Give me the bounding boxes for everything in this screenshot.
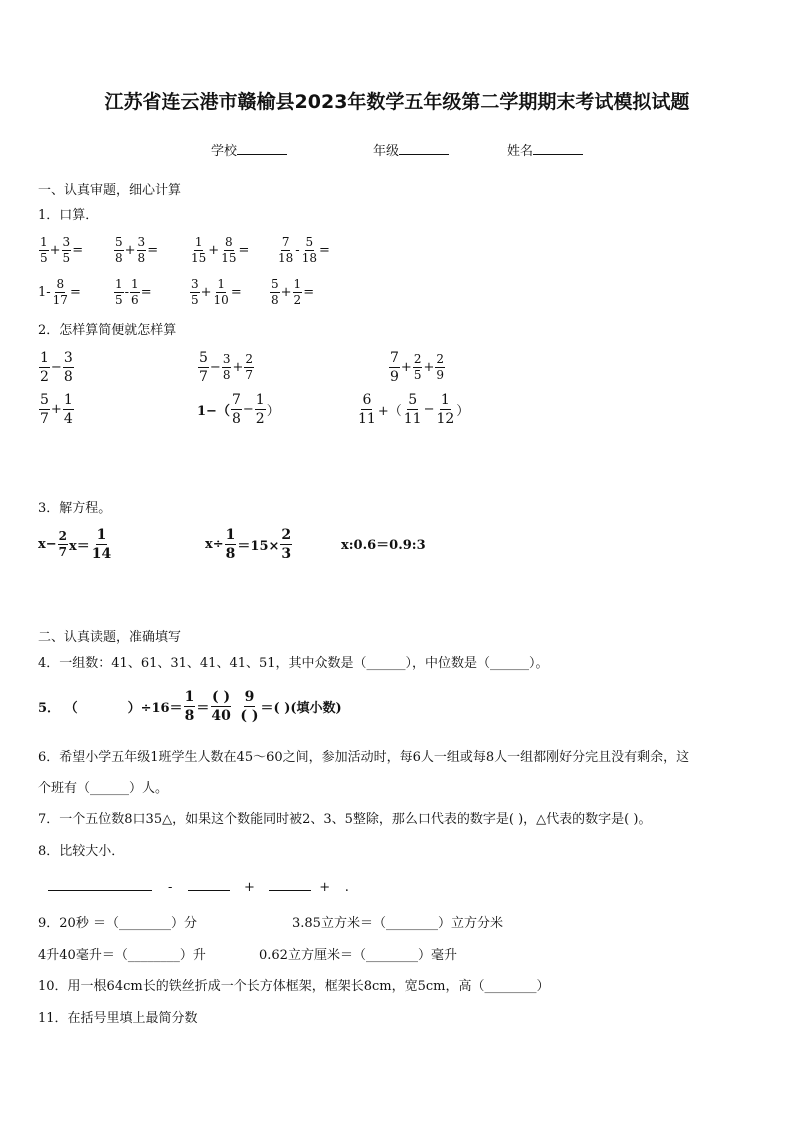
- name-field[interactable]: [507, 140, 583, 159]
- q2-expression-3: $\frac{7}{9}$ + $\frac{2}{5}$ + $\frac{2}{9}$: [390, 350, 445, 385]
- q1-expression: $\frac{3}{5}$ + $\frac{1}{10}$ =: [191, 277, 242, 307]
- grade-label: 年级: [373, 144, 400, 159]
- question-6-line-1: 6．希望小学五年级1班学生人数在45～60之间，参加活动时，每6人一组或每8人一组都刚好分完且没有剩余，这: [38, 750, 690, 765]
- section-heading-1: 一、认真审题，细心计算: [38, 183, 182, 198]
- q1-expression: $\frac{1}{5}$ + $\frac{3}{5}$ =: [40, 235, 84, 265]
- q1-expression: $\frac{1}{5}$ - $\frac{1}{6}$ =: [115, 277, 152, 307]
- grade-field[interactable]: [373, 140, 449, 159]
- question-9-c: 4升40毫升＝（________）升: [38, 948, 206, 963]
- question-9-a: 9．20秒 ＝（________）分: [38, 916, 197, 931]
- q8-blank[interactable]: [269, 878, 311, 891]
- q3-equation-2: x÷ $\frac{1}{8}$ ＝15× $\frac{2}{3}$: [205, 527, 292, 562]
- school-label: 学校: [211, 144, 238, 159]
- q2-expression-5: 1−（ $\frac{7}{8}$ − $\frac{1}{2}$ ）: [197, 392, 280, 427]
- q8-blank[interactable]: [48, 878, 152, 891]
- question-9-d: 0.62立方厘米＝（________）毫升: [259, 948, 457, 963]
- question-3-label: 3．解方程。: [38, 501, 112, 516]
- q1-expression: $\frac{1}{15}$ + $\frac{8}{15}$ =: [191, 235, 250, 265]
- q3-equation-3: x:0.6＝0.9:3: [341, 538, 426, 553]
- question-8-label: 8．比较大小．: [38, 844, 125, 859]
- school-field[interactable]: [211, 140, 287, 159]
- question-1-label: 1．口算．: [38, 208, 99, 223]
- q1-expression: $\frac{5}{8}$ + $\frac{3}{8}$ =: [115, 235, 159, 265]
- question-4: 4．一组数：41、61、31、41、41、51，其中众数是（______），中位数是（______）。: [38, 656, 549, 671]
- q2-expression-1: $\frac{1}{2}$ − $\frac{3}{8}$: [40, 350, 73, 385]
- q1-expression: $\frac{7}{18}$ - $\frac{5}{18}$ =: [278, 235, 330, 265]
- section-heading-2: 二、认真读题，准确填写: [38, 630, 182, 645]
- q8-blank[interactable]: [188, 878, 230, 891]
- q3-equation-1: x− $\frac{2}{7}$ x＝ $\frac{1}{14}$: [38, 527, 112, 562]
- question-6-line-2: 个班有（______）人。: [38, 781, 169, 796]
- page-title: 江苏省连云港市赣榆县2023年数学五年级第二学期期末考试模拟试题: [104, 91, 690, 113]
- question-11: 11．在括号里填上最简分数: [38, 1011, 198, 1026]
- q2-expression-4: $\frac{5}{7}$ + $\frac{1}{4}$: [40, 392, 73, 427]
- question-10: 10．用一根64cm长的铁丝折成一个长方体框架，框架长8cm，宽5cm，高（________）: [38, 979, 550, 994]
- q2-expression-2: $\frac{5}{7}$ − $\frac{3}{8}$ + $\frac{2}{7}$: [199, 350, 254, 385]
- question-7: 7．一个五位数8口35△，如果这个数能同时被2、3、5整除，那么口代表的数字是( )，△代表的数字是( )。: [38, 812, 652, 827]
- question-9-b: 3.85立方米＝（________）立方分米: [292, 916, 503, 931]
- q1-expression: 1- $\frac{8}{17}$ =: [38, 277, 81, 307]
- q1-expression: $\frac{5}{8}$ + $\frac{1}{2}$ =: [271, 277, 315, 307]
- question-5: 5． （ ）÷16＝ $\frac{1}{8}$ ＝ $\frac{( )}{40}$ $\frac{9}{( )}$ ＝( )(填小数): [38, 689, 342, 724]
- q2-expression-6: $\frac{6}{11}$ +（ $\frac{5}{11}$ − $\frac{1}{12}$ ）: [358, 392, 470, 427]
- q8-comparison-row: - + + .: [48, 878, 355, 896]
- question-2-label: 2．怎样算简便就怎样算: [38, 323, 177, 338]
- name-label: 姓名: [507, 144, 534, 159]
